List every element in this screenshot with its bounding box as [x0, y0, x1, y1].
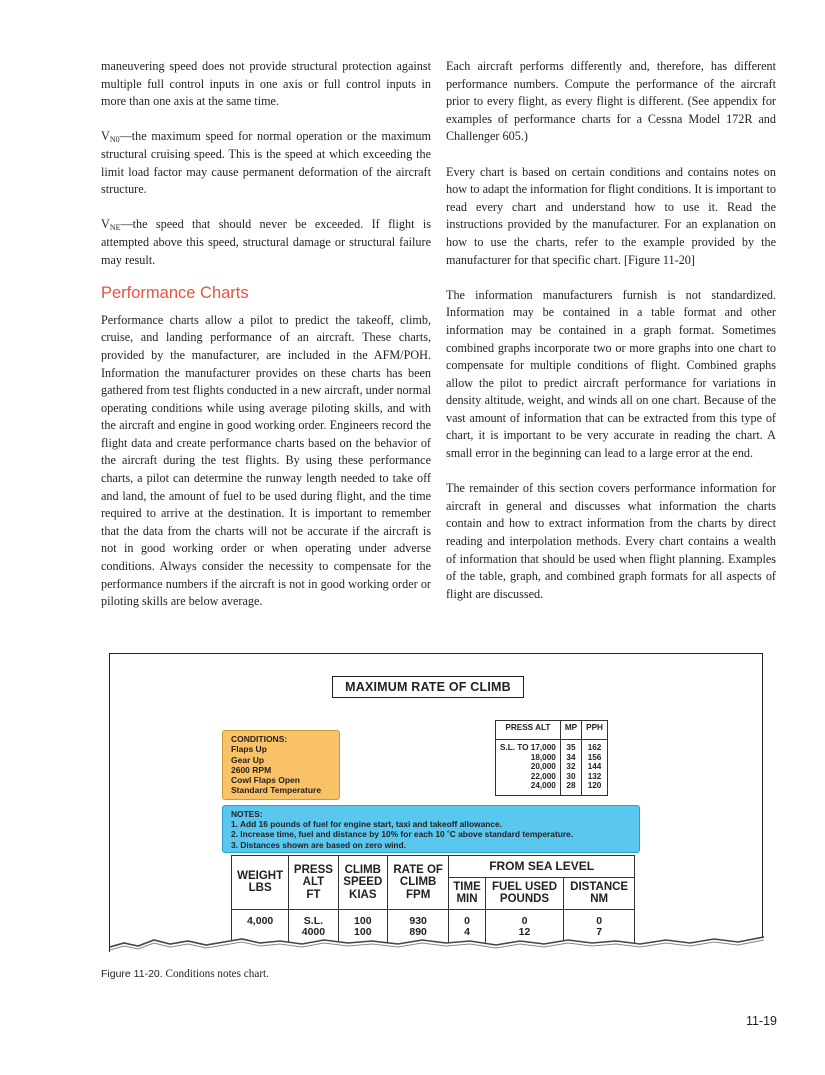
- right-column: [446, 58, 776, 621]
- vno-definition: [101, 128, 431, 198]
- alt-value: 24,000: [530, 781, 556, 791]
- mp-value: 34: [566, 752, 576, 762]
- distance-header: DISTANCE NM: [564, 877, 635, 909]
- note-item: 1. Add 16 pounds of fuel for engine start, taxi and takeoff allowance.: [231, 819, 502, 830]
- figure-caption: [101, 968, 269, 980]
- rate-cell: 930 890: [387, 909, 448, 955]
- paragraph: Each aircraft performs differently and, therefore, has different performance numbers. Compute the performance of the aircraft prior to every flight, as every flight is different. (See appendix for examples of performance charts for a Cessna Model 172R and Challenger 605.): [446, 59, 776, 144]
- paragraph: Performance charts allow a pilot to predict the takeoff, climb, cruise, and landing performance of an aircraft. These charts, provided by the manufacturer, are included in the AFM/POH. Information the manufacturer provides on these charts has been gathered from test flights conducted in a new aircraft, under normal operating conditions while using average piloting skills, and with the aircraft and engine in good working order. Engineers record the flight data and create performance charts based on the behavior of the aircraft during the test flights. By using these performance charts, a pilot can determine the runway length needed to take off and land, the amount of fuel to be used during flight, and the time required to arrive at the destination. It is important to remember that the data from the charts will not be accurate if the aircraft is not in good working order or when operating under adverse conditions. Always consider the necessity to compensate for the performance numbers if the aircraft is not in good working order or piloting skills are below average.: [101, 312, 431, 609]
- conditions-label: CONDITIONS:: [231, 734, 288, 744]
- note-item: 3. Distances shown are based on zero wind.: [231, 839, 406, 850]
- pph-value: 132: [587, 771, 602, 781]
- alt-value: 22,000: [530, 771, 556, 781]
- time-cell: 0 4: [449, 909, 485, 955]
- pph-value: 156: [587, 752, 602, 762]
- vne-text: —the speed that should never be exceeded. If flight is attempted above this speed, structural damage or structural failure may result.: [101, 217, 431, 267]
- notes-box: [222, 805, 640, 853]
- condition-item: Cowl Flaps Open: [231, 775, 300, 786]
- vno-subscript: N0: [109, 135, 120, 145]
- vne-subscript: NE: [109, 223, 121, 233]
- press-alt-cell: S.L. 4000: [289, 909, 338, 955]
- pph-cell: [582, 740, 608, 796]
- from-sea-level-header: FROM SEA LEVEL: [449, 856, 635, 878]
- figure-title: MAXIMUM RATE OF CLIMB: [332, 676, 524, 698]
- mp-value: 30: [566, 771, 576, 781]
- condition-item: Flaps Up: [231, 744, 267, 755]
- section-heading: Performance Charts: [101, 283, 249, 302]
- torn-edge: [110, 929, 764, 959]
- condition-item: 2600 RPM: [231, 764, 272, 775]
- distance-cell: 0 7: [564, 909, 635, 955]
- mp-value: 32: [566, 762, 576, 772]
- climb-speed-cell: 100 100: [338, 909, 387, 955]
- weight-cell: 4,000: [232, 909, 289, 955]
- alt-table-header: PRESS ALT: [496, 721, 561, 740]
- figure-max-rate-of-climb: [109, 653, 763, 952]
- mp-value: 28: [566, 781, 576, 791]
- note-item: 2. Increase time, fuel and distance by 10% for each 10 ˚C above standard temperature.: [231, 829, 574, 840]
- press-alt-header: PRESS ALT FT: [289, 856, 338, 910]
- conditions-box: [222, 730, 340, 800]
- caption-text: Conditions notes chart.: [165, 968, 269, 980]
- pph-value: 120: [587, 781, 602, 791]
- alt-value: S.L. TO 17,000: [500, 743, 556, 752]
- notes-label: NOTES:: [231, 809, 263, 819]
- left-column: [101, 58, 431, 628]
- fuel-cell: 0 12: [485, 909, 564, 955]
- press-alt-cell: [496, 740, 561, 796]
- page-number: 11-19: [745, 1014, 777, 1028]
- vno-text: —the maximum speed for normal operation or the maximum structural cruising speed. This is the speed at which exceeding the limit load factor may cause permanent deformation of the aircraft structure.: [101, 129, 431, 197]
- paragraph: Every chart is based on certain conditions and contains notes on how to adapt the information for flight conditions. It is important to read every chart and understand how to use it. Read the instructions provided by the manufacturer. For an explanation on how to use the charts, refer to the example provided by the manufacturer for that specific chart. [Figure 11-20]: [446, 164, 776, 267]
- condition-item: Gear Up: [231, 754, 265, 765]
- time-header: TIME MIN: [449, 877, 485, 909]
- alt-table-header: MP: [560, 721, 581, 740]
- condition-item: Standard Temperature: [231, 785, 322, 796]
- altitude-table: [495, 720, 608, 796]
- paragraph: maneuvering speed does not provide structural protection against multiple full control inputs in one axis or full control inputs in more than one axis at the same time.: [101, 59, 431, 109]
- mp-cell: [560, 740, 581, 796]
- climb-speed-header: CLIMB SPEED KIAS: [338, 856, 387, 910]
- pph-value: 144: [587, 762, 602, 772]
- alt-value: 18,000: [530, 752, 556, 762]
- weight-header: WEIGHT LBS: [232, 856, 289, 910]
- paragraph: The information manufacturers furnish is not standardized. Information may be contained in a table format and other information may be contained in a graph format. Sometimes combined graphs incorporate two or more graphs into one chart to compensate for multiple conditions of flight. Combined graphs allow the pilot to predict aircraft performance for variations in density altitude, weight, and winds all on one chart. Because of the vast amount of information that can be extracted from this type of chart, it is important to be very accurate in reading the chart. A small error in the beginning can lead to a large error at the end.: [446, 287, 776, 461]
- alt-value: 20,000: [530, 762, 556, 772]
- vne-definition: [101, 216, 431, 269]
- pph-value: 162: [587, 743, 602, 752]
- rate-of-climb-header: RATE OF CLIMB FPM: [387, 856, 448, 910]
- paragraph: The remainder of this section covers performance information for aircraft in general and discusses what information the charts contain and how to extract information from the charts by direct reading and interpolation methods. Every chart contains a wealth of information that should be used when flight planning. Examples of the table, graph, and combined graph formats for all aspects of flight are discussed.: [446, 481, 776, 601]
- vno-symbol: V: [101, 129, 110, 144]
- alt-table-header: PPH: [582, 721, 608, 740]
- mp-value: 35: [566, 743, 576, 752]
- vne-symbol: V: [101, 217, 110, 232]
- caption-number: Figure 11-20.: [101, 968, 163, 980]
- fuel-header: FUEL USED POUNDS: [485, 877, 564, 909]
